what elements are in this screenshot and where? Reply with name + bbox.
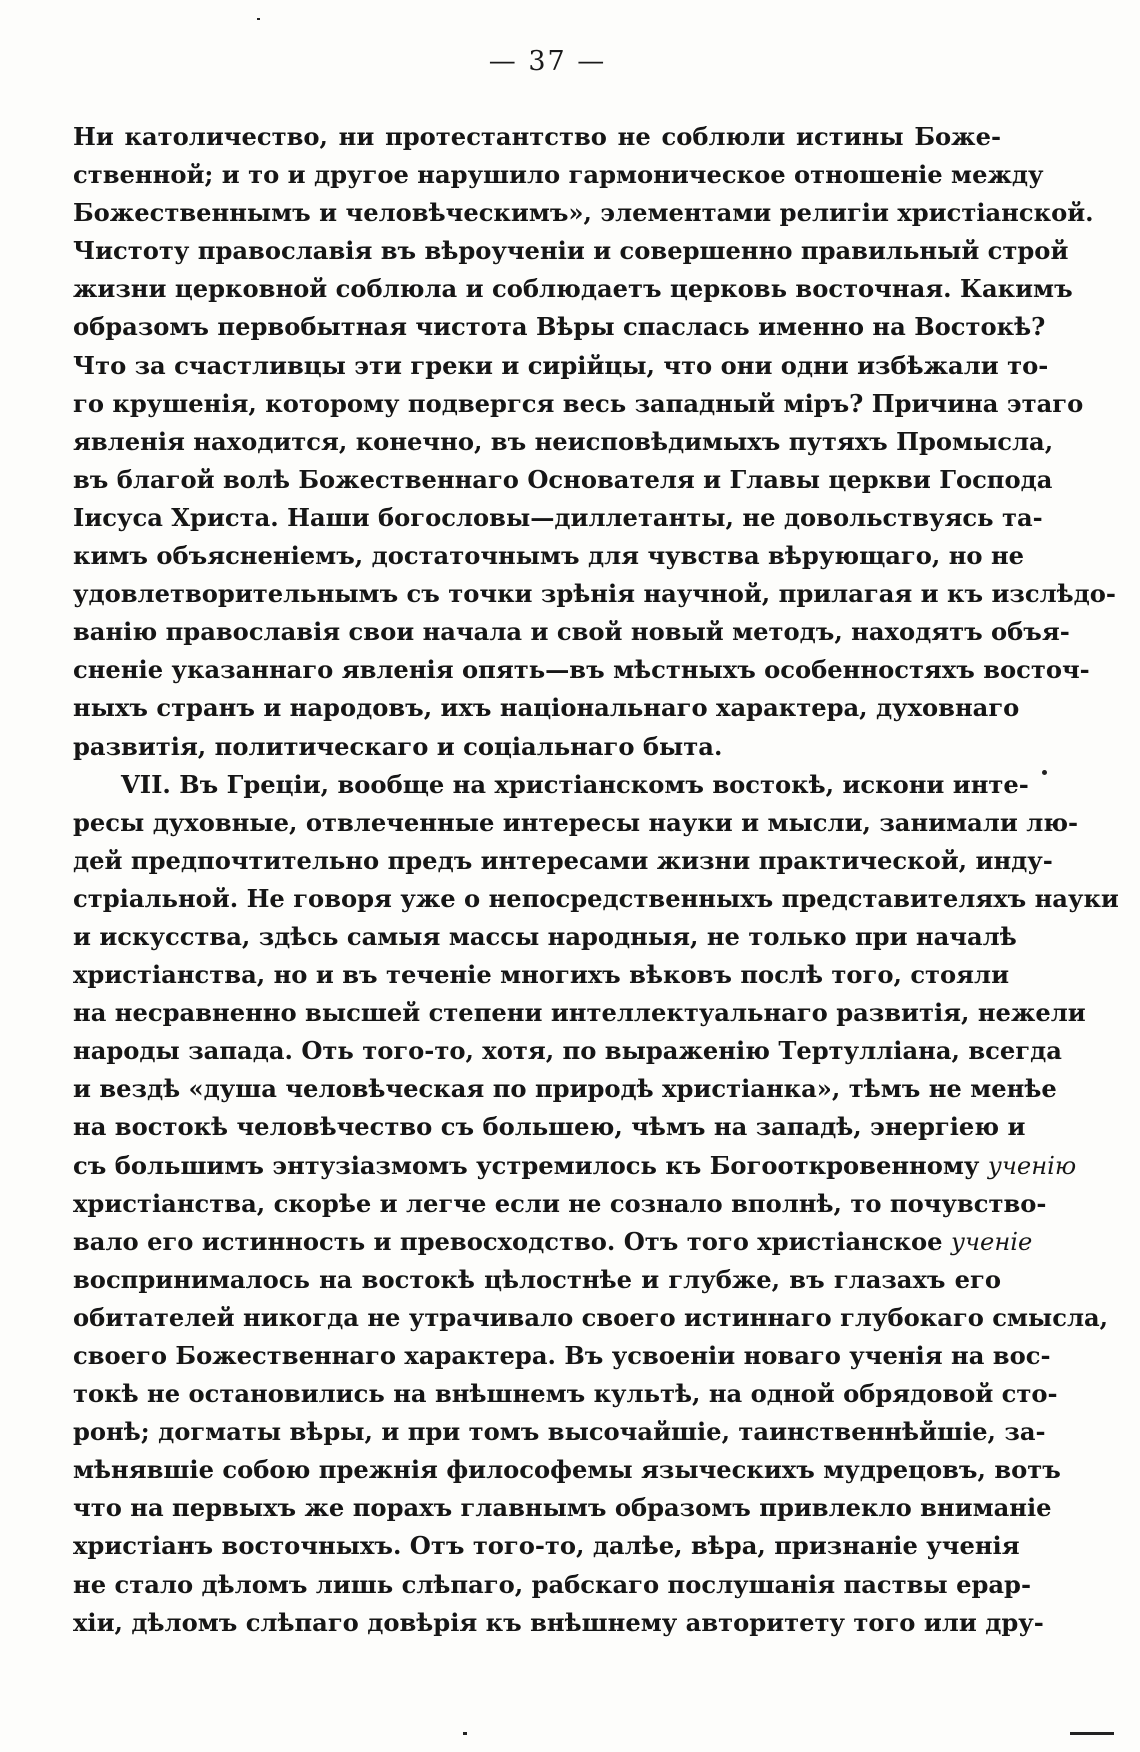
text-line: явленія находится, конечно, въ неисповѣдимыхъ путяхъ Промысла,	[73, 426, 1054, 456]
italic-word: ученіе	[950, 1227, 1033, 1256]
text-line: ресы духовные, отвлеченные интересы науки и мысли, занимали лю-	[73, 807, 1079, 837]
italic-word: ученію	[987, 1151, 1077, 1180]
text-segment: вало его истинность и превосходство. Отъ того христіанское	[73, 1226, 943, 1256]
text-line: своего Божественнаго характера. Въ усвоеніи новаго ученія на вос-	[73, 1341, 1051, 1370]
body-text	[73, 118, 1119, 1642]
text-line: народы запада. Оть того-то, хотя, по выраженію Тертулліана, всегда	[73, 1036, 1062, 1066]
text-line: не стало дѣломъ лишь слѣпаго, рабскаго послушанія паствы ерар-	[73, 1569, 1031, 1599]
text-line: кимъ объясненіемъ, достаточнымъ для чувства вѣрующаго, но не	[73, 541, 1025, 571]
text-line: и вездѣ «душа человѣческая по природѣ христіанка», тѣмъ не менѣе	[73, 1074, 1057, 1104]
text-line: ственной; и то и другое нарушило гармоническое отношеніе между	[73, 160, 1044, 190]
text-line: христіанъ восточныхъ. Отъ того-то, далѣе, вѣра, признаніе ученія	[73, 1531, 1020, 1561]
text-line: ронѣ; догматы вѣры, и при томъ высочайшіе, таинственнѣйшіе, за-	[73, 1417, 1046, 1447]
text-line: стріальной. Не говоря уже о непосредственныхъ представителяхъ науки	[73, 883, 1119, 913]
text-line: на востокѣ человѣчество съ большею, чѣмъ на западѣ, энергіею и	[73, 1112, 1026, 1142]
paragraph-start-line: VII. Въ Греціи, вообще на христіанскомъ востокѣ, искони инте-	[121, 769, 1029, 799]
page-number: — 37 —	[488, 46, 607, 77]
text-line: дей предпочтительно предъ интересами жизни практической, инду-	[73, 845, 1053, 875]
scan-speck	[463, 1732, 467, 1735]
text-line: ванію православія свои начала и свой новый методъ, находятъ объя-	[73, 617, 1070, 647]
text-line: хіи, дѣломъ слѣпаго довѣрія къ внѣшнему авторитету того или дру-	[73, 1607, 1044, 1637]
text-line: Божественнымъ и человѣческимъ», элементами религіи христіанской.	[73, 198, 1094, 228]
text-line: воспринималось на востокѣ цѣлостнѣе и глубже, въ глазахъ его	[73, 1264, 1001, 1294]
text-line: что на первыхъ же порахъ главнымъ образомъ привлекло вниманіе	[73, 1493, 1052, 1523]
text-line: образомъ первобытная чистота Вѣры спаслась именно на Востокѣ?	[73, 312, 1046, 342]
text-line: сненіе указаннаго явленія опять—въ мѣстныхъ особенностяхъ восточ-	[73, 655, 1090, 685]
text-line-with-italic	[73, 1223, 1033, 1261]
text-line-with-italic	[73, 1147, 1077, 1185]
text-line: мѣнявшіе собою прежнія философемы языческихъ мудрецовъ, вотъ	[73, 1455, 1061, 1485]
text-line: удовлетворительнымъ съ точки зрѣнія научной, прилагая и къ изслѣдо-	[73, 579, 1116, 609]
text-segment: съ большимъ энтузіазмомъ устремилось къ Богооткровенному	[73, 1150, 980, 1180]
text-line: Чистоту православія въ вѣроученіи и совершенно правильный строй	[73, 236, 1069, 266]
text-line: Ни католичество, ни протестантство не соблюли истины Боже-	[73, 122, 1001, 151]
text-line: Іисуса Христа. Наши богословы—диллетанты, не довольствуясь та-	[73, 502, 1043, 532]
text-line: на несравненно высшей степени интеллектуальнаго развитія, нежели	[73, 998, 1086, 1028]
text-line: жизни церковной соблюла и соблюдаетъ церковь восточная. Какимъ	[73, 274, 1073, 304]
text-line: обитателей никогда не утрачивало своего истиннаго глубокаго смысла,	[73, 1302, 1109, 1332]
text-line: и искусства, здѣсь самыя массы народныя, не только при началѣ	[73, 921, 1017, 951]
scan-speck	[1070, 1732, 1114, 1735]
text-line: въ благой волѣ Божественнаго Основателя и Главы церкви Господа	[73, 464, 1053, 494]
text-line: христіанства, скорѣе и легче если не сознало вполнѣ, то почувство-	[73, 1188, 1047, 1218]
text-line: ныхъ странъ и народовъ, ихъ національнаго характера, духовнаго	[73, 693, 1020, 723]
scan-speck	[1042, 770, 1047, 775]
text-line: го крушенія, которому подвергся весь западный міръ? Причина этаго	[73, 388, 1084, 418]
text-line: токѣ не остановились на внѣшнемъ культѣ, на одной обрядовой сто-	[73, 1379, 1058, 1409]
text-line: христіанства, но и въ теченіе многихъ вѣковъ послѣ того, стояли	[73, 960, 1010, 990]
scan-speck	[257, 18, 260, 20]
text-line: развитія, политическаго и соціальнаго быта.	[73, 731, 723, 761]
text-line: Что за счастливцы эти греки и сирійцы, что они одни избѣжали то-	[73, 350, 1049, 380]
